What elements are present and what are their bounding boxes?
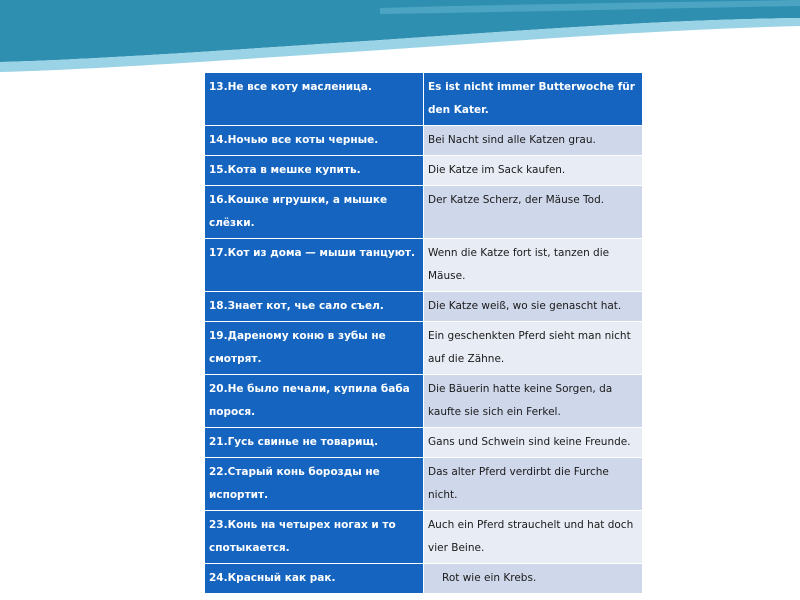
russian-proverb-cell: 23.Конь на четырех ногах и то спотыкается. (205, 511, 424, 564)
german-proverb-cell: Die Bäuerin hatte keine Sorgen, da kaufte sie sich ein Ferkel. (424, 375, 643, 428)
german-proverb-cell: Das alter Pferd verdirbt die Furche nicht. (424, 458, 643, 511)
table-row (205, 73, 643, 126)
german-proverb-cell: Auch ein Pferd strauchelt und hat doch vier Beine. (424, 511, 643, 564)
table-row (205, 239, 643, 292)
german-proverb-cell: Die Katze im Sack kaufen. (424, 156, 643, 186)
russian-proverb-cell: 14.Ночью все коты черные. (205, 126, 424, 156)
table-row (205, 186, 643, 239)
russian-proverb-cell: 16.Кошке игрушки, а мышке слёзки. (205, 186, 424, 239)
german-proverb-cell: Bei Nacht sind alle Katzen grau. (424, 126, 643, 156)
russian-proverb-cell: 19.Дареному коню в зубы не смотрят. (205, 322, 424, 375)
german-proverb-cell: Die Katze weiß, wo sie genascht hat. (424, 292, 643, 322)
russian-proverb-cell: 20.Не было печали, купила баба порося. (205, 375, 424, 428)
russian-proverb-cell: 21.Гусь свинье не товарищ. (205, 428, 424, 458)
german-proverb-cell: Wenn die Katze fort ist, tanzen die Mäuse. (424, 239, 643, 292)
german-proverb-cell: Der Katze Scherz, der Mäuse Tod. (424, 186, 643, 239)
table-row (205, 458, 643, 511)
german-proverb-cell: Rot wie ein Krebs. (424, 564, 643, 594)
table-row (205, 375, 643, 428)
table-row (205, 126, 643, 156)
german-proverb-cell: Ein geschenkten Pferd sieht man nicht auf die Zähne. (424, 322, 643, 375)
russian-proverb-cell: 18.Знает кот, чье сало съел. (205, 292, 424, 322)
table-row (205, 564, 643, 594)
table-row (205, 511, 643, 564)
table-row (205, 428, 643, 458)
russian-proverb-cell: 13.Не все коту масленица. (205, 73, 424, 126)
russian-proverb-cell: 24.Красный как рак. (205, 564, 424, 594)
table-row (205, 292, 643, 322)
german-proverb-cell: Es ist nicht immer Butterwoche für den Kater. (424, 73, 643, 126)
russian-proverb-cell: 22.Старый конь борозды не испортит. (205, 458, 424, 511)
german-proverb-cell: Gans und Schwein sind keine Freunde. (424, 428, 643, 458)
table-row (205, 156, 643, 186)
header-swoosh (0, 0, 800, 80)
russian-proverb-cell: 17.Кот из дома — мыши танцуют. (205, 239, 424, 292)
russian-proverb-cell: 15.Кота в мешке купить. (205, 156, 424, 186)
table-row (205, 322, 643, 375)
proverb-table (204, 72, 643, 594)
